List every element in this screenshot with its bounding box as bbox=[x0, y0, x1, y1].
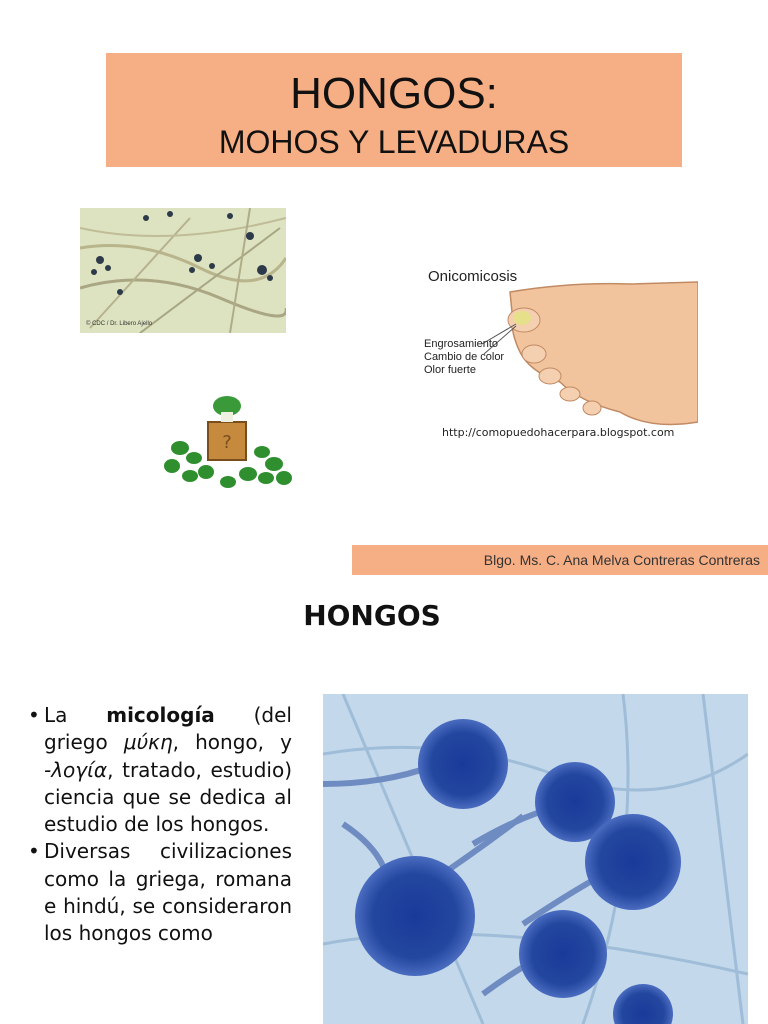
source-url: http://comopuedohacerpara.blogspot.com bbox=[442, 426, 675, 439]
bullet-list bbox=[28, 702, 292, 948]
greek-term: μύκη bbox=[123, 730, 173, 755]
onychomycosis-title: Onicomicosis bbox=[428, 268, 518, 285]
greek-term: -λογία bbox=[44, 757, 108, 782]
svg-text:?: ? bbox=[222, 432, 232, 453]
page-subtitle: MOHOS Y LEVADURAS bbox=[218, 124, 570, 160]
foot-label: Olor fuerte bbox=[424, 364, 476, 376]
title-box bbox=[106, 53, 682, 167]
hyphae-photo bbox=[80, 208, 286, 333]
page-title: HONGOS: bbox=[290, 69, 498, 118]
bold-term: micología bbox=[106, 703, 215, 727]
section-heading: HONGOS bbox=[303, 599, 441, 632]
mushroom-illustration bbox=[150, 386, 307, 498]
list-item: • Diversas civilizaciones como la griega, romana e hindú, se consideraron los hongos como bbox=[28, 838, 292, 947]
microscopy-photo bbox=[323, 694, 748, 1024]
photo-credit: © CDC / Dr. Libero Ajello bbox=[86, 321, 153, 327]
foot-label: Engrosamiento bbox=[424, 338, 498, 350]
foot-label: Cambio de color bbox=[424, 351, 505, 363]
author-bar: Blgo. Ms. C. Ana Melva Contreras Contreras bbox=[352, 545, 768, 575]
list-item: • La micología (del griego μύκη, hongo, y -λογία, tratado, estudio) ciencia que se dedica al estudio de los hongos. bbox=[28, 702, 292, 838]
